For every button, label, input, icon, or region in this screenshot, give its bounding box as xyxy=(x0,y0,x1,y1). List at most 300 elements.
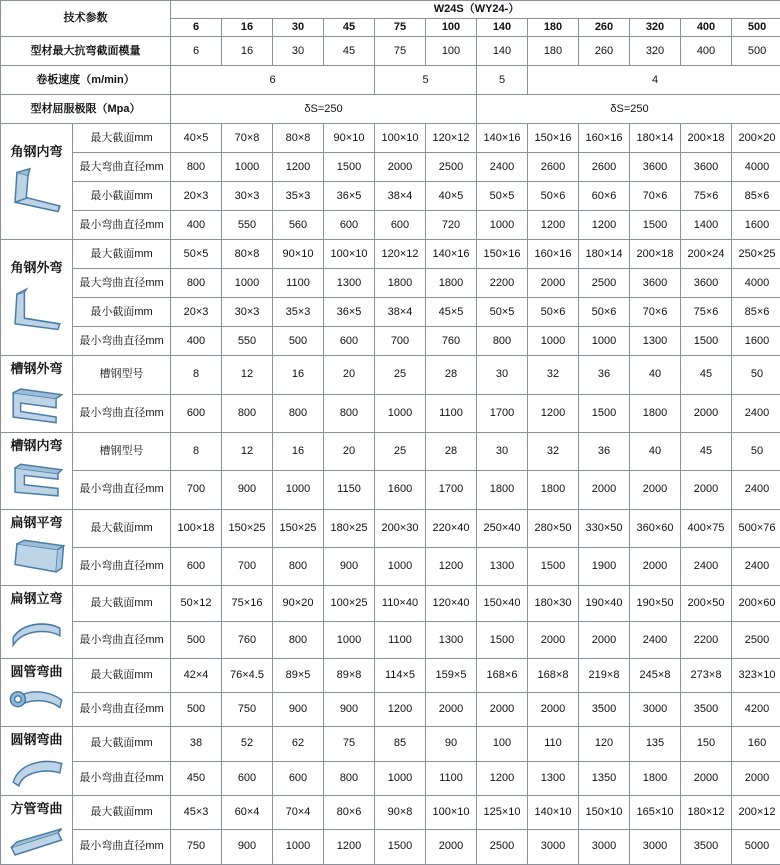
category-cell xyxy=(1,124,73,240)
data-cell: 250×40 xyxy=(477,509,528,547)
subrow-label: 槽钢型号 xyxy=(73,356,171,394)
category-cell xyxy=(1,727,73,796)
param-label: 卷板速度（m/min） xyxy=(1,66,171,95)
data-cell: 1800 xyxy=(630,394,681,432)
data-cell: 190×50 xyxy=(630,586,681,622)
data-cell: 50×5 xyxy=(477,298,528,327)
data-cell: 70×6 xyxy=(630,182,681,211)
data-cell: 2000 xyxy=(528,622,579,658)
data-cell: 125×10 xyxy=(477,795,528,829)
data-cell: 38×4 xyxy=(375,298,426,327)
data-cell: 25 xyxy=(375,356,426,394)
category-cell xyxy=(1,356,73,433)
data-cell: 75 xyxy=(324,727,375,761)
data-cell: 90×10 xyxy=(273,240,324,269)
data-cell: 600 xyxy=(375,211,426,240)
data-cell: 2500 xyxy=(477,830,528,864)
category-label: 角钢外弯 xyxy=(10,257,62,277)
data-cell: 40 xyxy=(630,432,681,470)
data-cell: 1500 xyxy=(375,830,426,864)
data-cell: 45×3 xyxy=(171,795,222,829)
data-cell: 360×60 xyxy=(630,509,681,547)
data-cell: 150 xyxy=(681,727,732,761)
model-number-cell: 320 xyxy=(630,19,681,37)
category-label: 槽钢内弯 xyxy=(10,435,62,455)
data-cell: 40×5 xyxy=(426,182,477,211)
data-cell: 800 xyxy=(324,394,375,432)
data-cell: 1600 xyxy=(732,211,780,240)
subrow-label: 最小弯曲直径mm xyxy=(73,471,171,509)
data-cell: 200×30 xyxy=(375,509,426,547)
data-cell: 100×10 xyxy=(375,124,426,153)
data-cell: 2400 xyxy=(732,547,780,585)
data-cell: 159×5 xyxy=(426,658,477,692)
data-cell: 75×16 xyxy=(222,586,273,622)
table-header-row xyxy=(1,1,780,19)
data-cell: 2400 xyxy=(477,153,528,182)
data-cell: 160×16 xyxy=(528,240,579,269)
data-cell: 114×5 xyxy=(375,658,426,692)
subrow-label: 最小弯曲直径mm xyxy=(73,547,171,585)
data-cell: 1000 xyxy=(528,327,579,356)
data-cell: 2400 xyxy=(732,471,780,509)
param-row xyxy=(1,37,780,66)
data-cell: 75×6 xyxy=(681,298,732,327)
data-cell: 3500 xyxy=(579,693,630,727)
data-cell: 85×6 xyxy=(732,182,780,211)
data-cell: 800 xyxy=(171,269,222,298)
category-data-row xyxy=(1,394,780,432)
data-cell: 36×5 xyxy=(324,182,375,211)
data-cell: 1200 xyxy=(273,153,324,182)
data-cell: 700 xyxy=(222,547,273,585)
category-data-row xyxy=(1,432,780,470)
channel-steel-inner-bend-icon xyxy=(2,455,71,507)
data-cell: 1600 xyxy=(732,327,780,356)
data-cell: 1000 xyxy=(375,547,426,585)
data-cell: 760 xyxy=(222,622,273,658)
tech-params-header: 技术参数 xyxy=(1,1,171,37)
subrow-label: 最大截面mm xyxy=(73,727,171,761)
data-cell: 160 xyxy=(732,727,780,761)
data-cell: 3500 xyxy=(681,693,732,727)
data-cell: 600 xyxy=(222,761,273,795)
data-cell: 150×16 xyxy=(528,124,579,153)
subrow-label: 最小弯曲直径mm xyxy=(73,394,171,432)
data-cell: 600 xyxy=(171,547,222,585)
data-cell: 330×50 xyxy=(579,509,630,547)
data-cell: 38×4 xyxy=(375,182,426,211)
category-data-row xyxy=(1,727,780,761)
param-value: 45 xyxy=(324,37,375,66)
param-value: 30 xyxy=(273,37,324,66)
data-cell: 200×18 xyxy=(681,124,732,153)
data-cell: 2500 xyxy=(426,153,477,182)
data-cell: 3000 xyxy=(528,830,579,864)
param-value: 400 xyxy=(681,37,732,66)
category-cell xyxy=(1,240,73,356)
data-cell: 1300 xyxy=(324,269,375,298)
data-cell: 500×76 xyxy=(732,509,780,547)
data-cell: 720 xyxy=(426,211,477,240)
data-cell: 180×14 xyxy=(579,240,630,269)
subrow-label: 最小截面mm xyxy=(73,182,171,211)
subrow-label: 最大截面mm xyxy=(73,509,171,547)
data-cell: 400 xyxy=(171,211,222,240)
data-cell: 168×8 xyxy=(528,658,579,692)
data-cell: 3600 xyxy=(630,269,681,298)
data-cell: 600 xyxy=(171,394,222,432)
data-cell: 450 xyxy=(171,761,222,795)
param-value: 16 xyxy=(222,37,273,66)
data-cell: 16 xyxy=(273,432,324,470)
data-cell: 900 xyxy=(222,471,273,509)
data-cell: 168×6 xyxy=(477,658,528,692)
data-cell: 760 xyxy=(426,327,477,356)
data-cell: 900 xyxy=(273,693,324,727)
category-data-row xyxy=(1,693,780,727)
data-cell: 150×10 xyxy=(579,795,630,829)
data-cell: 800 xyxy=(171,153,222,182)
param-label: 型材屈服极限（Mpa） xyxy=(1,95,171,124)
data-cell: 120×40 xyxy=(426,586,477,622)
data-cell: 200×18 xyxy=(630,240,681,269)
data-cell: 32 xyxy=(528,432,579,470)
category-label: 扁钢平弯 xyxy=(10,512,62,532)
data-cell: 2000 xyxy=(630,547,681,585)
data-cell: 90×20 xyxy=(273,586,324,622)
data-cell: 52 xyxy=(222,727,273,761)
data-cell: 80×8 xyxy=(222,240,273,269)
data-cell: 180×12 xyxy=(681,795,732,829)
data-cell: 150×16 xyxy=(477,240,528,269)
category-data-row xyxy=(1,547,780,585)
data-cell: 28 xyxy=(426,356,477,394)
data-cell: 12 xyxy=(222,432,273,470)
subrow-label: 最小弯曲直径mm xyxy=(73,211,171,240)
data-cell: 900 xyxy=(222,830,273,864)
data-cell: 1800 xyxy=(477,471,528,509)
data-cell: 2000 xyxy=(579,471,630,509)
data-cell: 80×8 xyxy=(273,124,324,153)
category-data-row xyxy=(1,509,780,547)
data-cell: 90 xyxy=(426,727,477,761)
data-cell: 800 xyxy=(273,622,324,658)
category-data-row xyxy=(1,269,780,298)
category-data-row xyxy=(1,622,780,658)
data-cell: 2000 xyxy=(681,761,732,795)
data-cell: 1300 xyxy=(426,622,477,658)
angle-steel-outer-bend-icon xyxy=(2,277,71,339)
param-value: 5 xyxy=(477,66,528,95)
data-cell: 45 xyxy=(681,356,732,394)
subrow-label: 最大截面mm xyxy=(73,586,171,622)
data-cell: 273×8 xyxy=(681,658,732,692)
data-cell: 2000 xyxy=(732,761,780,795)
data-cell: 280×50 xyxy=(528,509,579,547)
data-cell: 2600 xyxy=(528,153,579,182)
category-data-row xyxy=(1,761,780,795)
subrow-label: 最大截面mm xyxy=(73,240,171,269)
data-cell: 120×12 xyxy=(426,124,477,153)
data-cell: 2000 xyxy=(375,153,426,182)
data-cell: 1900 xyxy=(579,547,630,585)
data-cell: 1200 xyxy=(426,547,477,585)
model-group-header: W24S（WY24-） xyxy=(171,1,780,19)
model-number-cell: 45 xyxy=(324,19,375,37)
data-cell: 1500 xyxy=(324,153,375,182)
data-cell: 4200 xyxy=(732,693,780,727)
category-data-row xyxy=(1,153,780,182)
data-cell: 42×4 xyxy=(171,658,222,692)
data-cell: 700 xyxy=(375,327,426,356)
data-cell: 50×12 xyxy=(171,586,222,622)
data-cell: 1200 xyxy=(375,693,426,727)
data-cell: 60×6 xyxy=(579,182,630,211)
subrow-label: 最大截面mm xyxy=(73,658,171,692)
model-number-cell: 260 xyxy=(579,19,630,37)
subrow-label: 最大截面mm xyxy=(73,124,171,153)
model-number-cell: 30 xyxy=(273,19,324,37)
param-row xyxy=(1,66,780,95)
subrow-label: 最小弯曲直径mm xyxy=(73,622,171,658)
data-cell: 500 xyxy=(273,327,324,356)
param-value: 6 xyxy=(171,37,222,66)
data-cell: 3000 xyxy=(630,693,681,727)
data-cell: 5000 xyxy=(732,830,780,864)
data-cell: 2200 xyxy=(477,269,528,298)
data-cell: 1800 xyxy=(630,761,681,795)
data-cell: 190×40 xyxy=(579,586,630,622)
channel-steel-outer-bend-icon xyxy=(2,378,71,430)
data-cell: 2000 xyxy=(681,471,732,509)
data-cell: 219×8 xyxy=(579,658,630,692)
data-cell: 70×8 xyxy=(222,124,273,153)
category-label: 扁钢立弯 xyxy=(10,588,62,608)
data-cell: 1000 xyxy=(375,761,426,795)
subrow-label: 最大弯曲直径mm xyxy=(73,153,171,182)
data-cell: 1800 xyxy=(426,269,477,298)
category-data-row xyxy=(1,356,780,394)
data-cell: 800 xyxy=(222,394,273,432)
category-cell xyxy=(1,432,73,509)
data-cell: 800 xyxy=(324,761,375,795)
data-cell: 62 xyxy=(273,727,324,761)
data-cell: 100×10 xyxy=(426,795,477,829)
data-cell: 100×10 xyxy=(324,240,375,269)
data-cell: 150×40 xyxy=(477,586,528,622)
data-cell: 500 xyxy=(171,622,222,658)
data-cell: 70×4 xyxy=(273,795,324,829)
data-cell: 3500 xyxy=(681,830,732,864)
data-cell: 180×25 xyxy=(324,509,375,547)
category-data-row xyxy=(1,327,780,356)
data-cell: 1100 xyxy=(375,622,426,658)
data-cell: 1100 xyxy=(426,761,477,795)
category-data-row xyxy=(1,586,780,622)
category-data-row xyxy=(1,795,780,829)
data-cell: 1700 xyxy=(477,394,528,432)
model-number-cell: 140 xyxy=(477,19,528,37)
model-number-cell: 500 xyxy=(732,19,780,37)
data-cell: 50 xyxy=(732,432,780,470)
data-cell: 4000 xyxy=(732,269,780,298)
data-cell: 32 xyxy=(528,356,579,394)
data-cell: 20×3 xyxy=(171,298,222,327)
data-cell: 2000 xyxy=(681,394,732,432)
category-label: 方管弯曲 xyxy=(10,798,62,818)
data-cell: 1150 xyxy=(324,471,375,509)
data-cell: 8 xyxy=(171,356,222,394)
data-cell: 85 xyxy=(375,727,426,761)
param-value: 320 xyxy=(630,37,681,66)
data-cell: 2500 xyxy=(732,622,780,658)
data-cell: 1500 xyxy=(579,394,630,432)
model-number-cell: 400 xyxy=(681,19,732,37)
square-pipe-bend-icon xyxy=(2,818,71,862)
param-value: 75 xyxy=(375,37,426,66)
data-cell: 160×16 xyxy=(579,124,630,153)
subrow-label: 最大截面mm xyxy=(73,795,171,829)
data-cell: 800 xyxy=(273,547,324,585)
data-cell: 40×5 xyxy=(171,124,222,153)
param-value: 180 xyxy=(528,37,579,66)
data-cell: 140×10 xyxy=(528,795,579,829)
data-cell: 100×25 xyxy=(324,586,375,622)
data-cell: 250×25 xyxy=(732,240,780,269)
param-value: 500 xyxy=(732,37,780,66)
data-cell: 40 xyxy=(630,356,681,394)
data-cell: 2000 xyxy=(477,693,528,727)
data-cell: 1500 xyxy=(630,211,681,240)
data-cell: 200×50 xyxy=(681,586,732,622)
data-cell: 75×6 xyxy=(681,182,732,211)
data-cell: 30 xyxy=(477,432,528,470)
subrow-label: 最小弯曲直径mm xyxy=(73,327,171,356)
data-cell: 50×5 xyxy=(477,182,528,211)
category-label: 槽钢外弯 xyxy=(10,358,62,378)
data-cell: 1200 xyxy=(528,394,579,432)
data-cell: 3600 xyxy=(681,153,732,182)
data-cell: 1300 xyxy=(630,327,681,356)
data-cell: 200×24 xyxy=(681,240,732,269)
data-cell: 1400 xyxy=(681,211,732,240)
data-cell: 600 xyxy=(273,761,324,795)
data-cell: 2000 xyxy=(426,830,477,864)
category-data-row xyxy=(1,211,780,240)
data-cell: 500 xyxy=(171,693,222,727)
data-cell: 1200 xyxy=(477,761,528,795)
data-cell: 1700 xyxy=(426,471,477,509)
param-value: δS=250 xyxy=(477,95,780,124)
subrow-label: 最小截面mm xyxy=(73,298,171,327)
model-number-cell: 75 xyxy=(375,19,426,37)
data-cell: 550 xyxy=(222,211,273,240)
subrow-label: 最小弯曲直径mm xyxy=(73,761,171,795)
param-value: 140 xyxy=(477,37,528,66)
data-cell: 1000 xyxy=(375,394,426,432)
data-cell: 35×3 xyxy=(273,182,324,211)
data-cell: 16 xyxy=(273,356,324,394)
data-cell: 89×5 xyxy=(273,658,324,692)
data-cell: 1200 xyxy=(528,211,579,240)
data-cell: 2000 xyxy=(528,269,579,298)
model-number-cell: 180 xyxy=(528,19,579,37)
data-cell: 1200 xyxy=(579,211,630,240)
category-cell xyxy=(1,586,73,659)
param-row xyxy=(1,95,780,124)
data-cell: 2200 xyxy=(681,622,732,658)
subrow-label: 最小弯曲直径mm xyxy=(73,830,171,864)
param-value: 260 xyxy=(579,37,630,66)
data-cell: 50×5 xyxy=(171,240,222,269)
data-cell: 38 xyxy=(171,727,222,761)
category-label: 角钢内弯 xyxy=(10,141,62,161)
category-label: 圆管弯曲 xyxy=(10,661,62,681)
data-cell: 20 xyxy=(324,356,375,394)
data-cell: 180×30 xyxy=(528,586,579,622)
data-cell: 245×8 xyxy=(630,658,681,692)
category-data-row xyxy=(1,471,780,509)
param-label: 型材最大抗弯截面模量 xyxy=(1,37,171,66)
data-cell: 1200 xyxy=(324,830,375,864)
category-data-row xyxy=(1,298,780,327)
data-cell: 1000 xyxy=(579,327,630,356)
data-cell: 2000 xyxy=(579,622,630,658)
data-cell: 900 xyxy=(324,547,375,585)
data-cell: 600 xyxy=(324,327,375,356)
data-cell: 165×10 xyxy=(630,795,681,829)
category-data-row xyxy=(1,240,780,269)
param-value: 4 xyxy=(528,66,780,95)
data-cell: 90×8 xyxy=(375,795,426,829)
data-cell: 80×6 xyxy=(324,795,375,829)
data-cell: 100×18 xyxy=(171,509,222,547)
data-cell: 2400 xyxy=(732,394,780,432)
model-number-cell: 6 xyxy=(171,19,222,37)
data-cell: 1000 xyxy=(273,471,324,509)
data-cell: 800 xyxy=(273,394,324,432)
data-cell: 2400 xyxy=(681,547,732,585)
param-value: δS=250 xyxy=(171,95,477,124)
data-cell: 1000 xyxy=(273,830,324,864)
data-cell: 1300 xyxy=(528,761,579,795)
data-cell: 36 xyxy=(579,432,630,470)
data-cell: 89×8 xyxy=(324,658,375,692)
data-cell: 35×3 xyxy=(273,298,324,327)
data-cell: 2400 xyxy=(630,622,681,658)
data-cell: 110×40 xyxy=(375,586,426,622)
data-cell: 8 xyxy=(171,432,222,470)
subrow-label: 最大弯曲直径mm xyxy=(73,269,171,298)
category-cell xyxy=(1,795,73,864)
data-cell: 200×60 xyxy=(732,586,780,622)
flat-steel-edge-bend-icon xyxy=(2,608,71,656)
data-cell: 90×10 xyxy=(324,124,375,153)
param-value: 5 xyxy=(375,66,477,95)
category-cell xyxy=(1,658,73,727)
data-cell: 135 xyxy=(630,727,681,761)
category-data-row xyxy=(1,658,780,692)
data-cell: 1500 xyxy=(477,622,528,658)
data-cell: 400 xyxy=(171,327,222,356)
data-cell: 600 xyxy=(324,211,375,240)
subrow-label: 槽钢型号 xyxy=(73,432,171,470)
model-number-cell: 16 xyxy=(222,19,273,37)
data-cell: 750 xyxy=(222,693,273,727)
data-cell: 900 xyxy=(324,693,375,727)
data-cell: 1350 xyxy=(579,761,630,795)
